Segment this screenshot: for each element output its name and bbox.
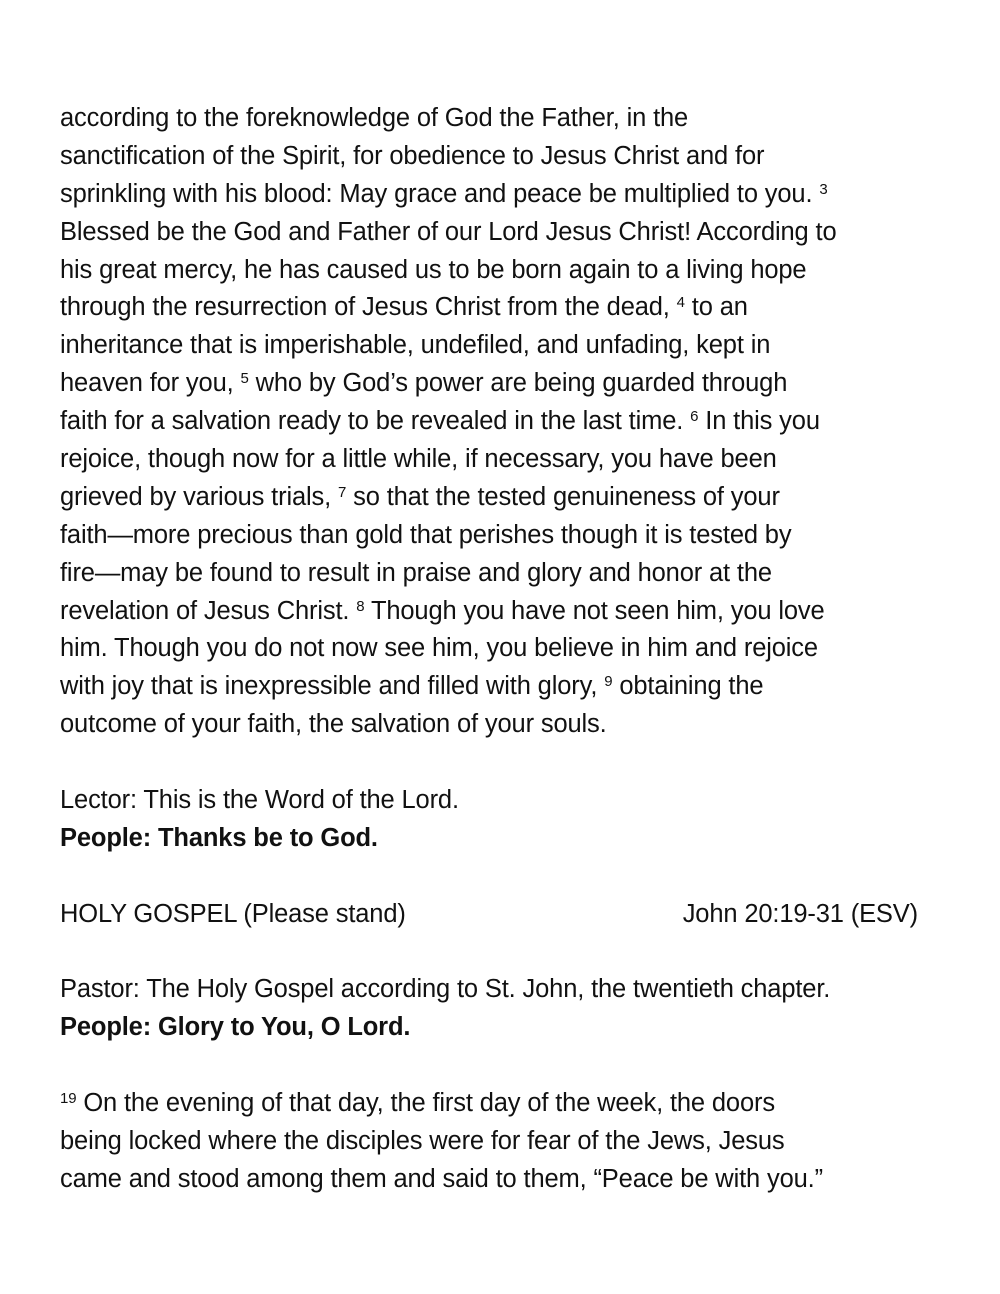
gospel-reading [60,1085,940,1199]
epistle-line: fire—may be found to result in praise and glory and honor at the [60,558,772,587]
epistle-line: faith for a salvation ready to be revealed in the last time. $^6$ In this you [60,407,820,436]
epistle-line: according to the foreknowledge of God the Father, in the [60,104,689,132]
lector-line: Lector: This is the Word of the Lord. [60,786,459,815]
epistle-line: sprinkling with his blood: May grace and peace be multiplied to you. $^3$ [60,179,828,208]
epistle-line: revelation of Jesus Christ. $^8$ Though you have not seen him, you love [60,596,825,625]
verse-number: 5 [240,369,249,387]
epistle-line: with joy that is inexpressible and filled with glory, $^9$ obtaining the [60,672,764,701]
epistle-line: through the resurrection of Jesus Christ from the dead, $^4$ to an [60,293,748,322]
gospel-line: $^{19}$ On the evening of that day, the first day of the week, the doors [60,1089,775,1118]
gospel-reference: John 20:19-31 (ESV) [682,899,918,928]
gospel-heading-title: HOLY GOSPEL (Please stand) [60,899,406,928]
verse-number: 7 [337,483,347,501]
epistle-line: faith—more precious than gold that perishes though it is tested by [60,520,792,549]
verse-number: 4 [676,294,685,312]
people-response: People: Thanks be to God. [60,823,378,852]
spacer [60,934,940,972]
pastor-response [60,971,940,1047]
bulletin-page [60,100,940,1199]
gospel-line: came and stood among them and said to them, “Peace be with you.” [60,1164,823,1193]
gospel-heading [60,896,918,934]
spacer [60,858,940,896]
epistle-line: inheritance that is imperishable, undefiled, and unfading, kept in [60,331,771,360]
spacer [60,744,940,782]
epistle-line: Blessed be the God and Father of our Lord Jesus Christ! According to [60,217,837,246]
epistle-line: grieved by various trials, $^7$ so that the tested genuineness of your [60,482,780,511]
epistle-line: heaven for you, $^5$ who by God’s power are being guarded through [60,369,788,398]
epistle-line: rejoice, though now for a little while, if necessary, you have been [60,445,777,474]
epistle-line: his great mercy, he has caused us to be born again to a living hope [60,255,807,284]
verse-number: 8 [356,597,365,615]
verse-number: 3 [819,180,828,198]
lector-response [60,782,940,858]
epistle-line: outcome of your faith, the salvation of your souls. [60,710,607,739]
gospel-line: being locked where the disciples were for fear of the Jews, Jesus [60,1127,785,1156]
epistle-reading [60,100,940,744]
spacer [60,1047,940,1085]
epistle-line: him. Though you do not now see him, you believe in him and rejoice [60,634,818,663]
pastor-line: Pastor: The Holy Gospel according to St. John, the twentieth chapter. [60,975,831,1004]
epistle-line: sanctification of the Spirit, for obedience to Jesus Christ and for [60,141,765,170]
verse-number: 9 [604,673,613,691]
verse-number: 19 [60,1089,77,1107]
people-response: People: Glory to You, O Lord. [60,1013,411,1042]
verse-number: 6 [690,407,699,425]
